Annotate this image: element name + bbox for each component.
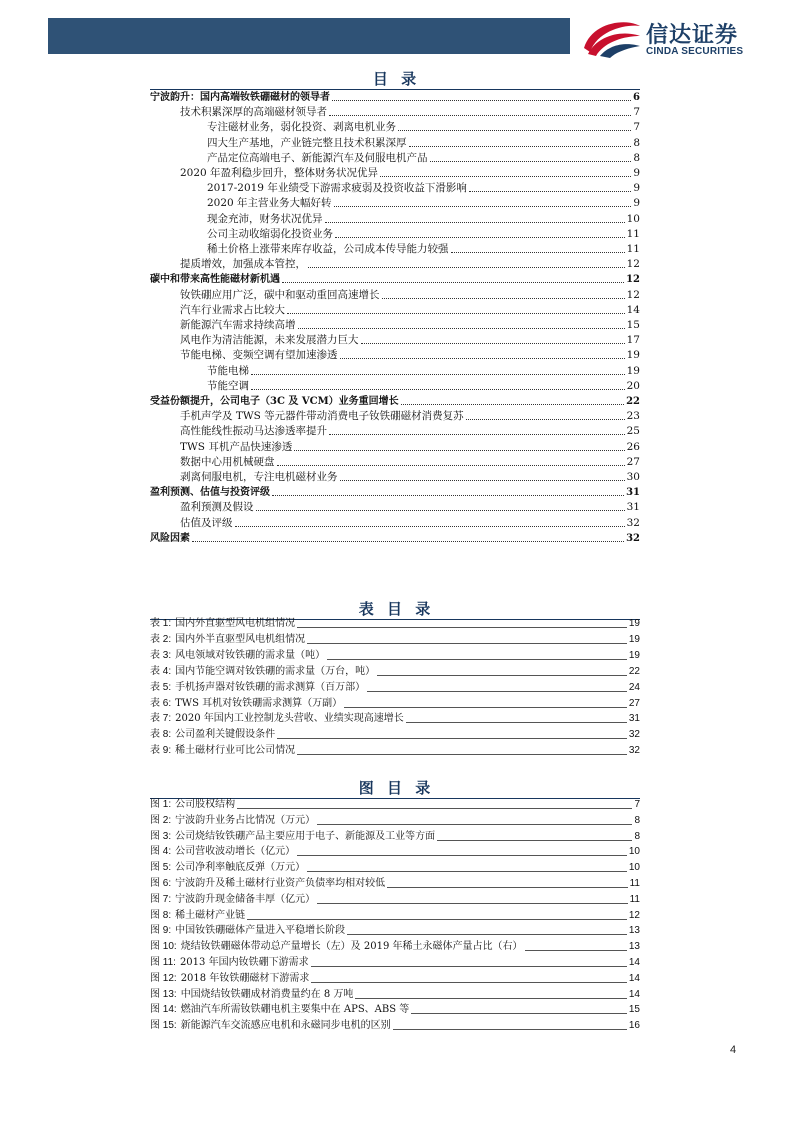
- entry-title: 国内外直驱型风电机组情况: [175, 618, 296, 629]
- entry-leader-line: [327, 659, 627, 660]
- entry-page: 10: [628, 862, 640, 874]
- toc-entry[interactable]: [180, 455, 640, 470]
- toc-entry-page: 32: [626, 516, 640, 529]
- toc-entry[interactable]: [180, 257, 640, 272]
- entry-leader-line: [311, 982, 627, 983]
- entry-leader-line: [437, 840, 632, 841]
- entry-page: 16: [628, 1020, 640, 1032]
- entry-page: 32: [628, 745, 640, 757]
- entry-label: 图 4:: [150, 846, 172, 858]
- toc-entry-page: 17: [626, 334, 640, 347]
- entry-page: 19: [628, 633, 640, 645]
- toc-entry[interactable]: [150, 272, 640, 287]
- toc-entry[interactable]: [180, 288, 640, 303]
- tables-toc-title: 表 目 录: [358, 600, 435, 618]
- toc-entry-title: 碳中和带来高性能磁材新机遇: [150, 274, 280, 286]
- entry-leader-line: [307, 871, 627, 872]
- toc-dot-leader: [469, 191, 631, 192]
- toc-entry-title: 节能电梯、变频空调有望加速渗透: [180, 349, 338, 362]
- toc-entry[interactable]: [207, 212, 640, 227]
- figure-toc-entry[interactable]: [150, 971, 640, 986]
- toc-dot-leader: [287, 313, 625, 314]
- figure-toc-entry[interactable]: [150, 939, 640, 954]
- toc-entry[interactable]: [180, 440, 640, 455]
- toc-entry-page: 15: [626, 319, 640, 331]
- entry-page: 19: [628, 649, 640, 661]
- entry-label: 表 1:: [150, 618, 172, 629]
- toc-entry-title: 公司主动收缩弱化投资业务: [207, 227, 333, 240]
- toc-entry-title: 数据中心用机械硬盘: [180, 455, 275, 468]
- toc-entry[interactable]: [180, 303, 640, 318]
- toc-dot-leader: [451, 252, 625, 253]
- toc-entry[interactable]: [150, 485, 640, 500]
- entry-page: 14: [628, 972, 640, 984]
- page-number: 4: [730, 1044, 737, 1056]
- toc-entry-page: 8: [633, 151, 640, 164]
- entry-leader-line: [317, 903, 627, 904]
- entry-title: 宁波韵升及稀土磁材行业资产负债率均相对较低: [175, 878, 386, 889]
- entry-label: 图 5:: [150, 862, 172, 874]
- cinda-logo: [582, 16, 772, 58]
- entry-label: 表 5:: [150, 681, 172, 693]
- toc-entry[interactable]: [150, 90, 640, 105]
- toc-dot-leader: [466, 419, 625, 420]
- toc-entry-title: 钕铁硼应用广泛，碳中和驱动重回高速增长: [180, 288, 380, 301]
- entry-title: 2013 年国内钕铁硼下游需求: [179, 957, 309, 968]
- toc-entry[interactable]: [207, 120, 640, 135]
- toc-dot-leader: [251, 389, 625, 390]
- toc-dot-leader: [282, 282, 624, 283]
- toc-entry-page: 19: [626, 349, 640, 362]
- toc-entry-page: 12: [626, 288, 640, 301]
- entry-title: 风电领域对钕铁硼的需求量（吨）: [175, 649, 326, 661]
- entry-label: 图 6:: [150, 878, 172, 889]
- toc-entry-page: 25: [626, 425, 640, 438]
- entry-leader-line: [393, 1029, 627, 1030]
- toc-dot-leader: [277, 465, 625, 466]
- toc-entry[interactable]: [207, 151, 640, 166]
- toc-dot-leader: [256, 510, 625, 511]
- figure-toc-entry[interactable]: [150, 844, 640, 859]
- entry-title: 公司营收波动增长（亿元）: [175, 846, 296, 858]
- toc-dot-leader: [308, 267, 625, 268]
- toc-entry-page: 11: [626, 227, 640, 240]
- entry-leader-line: [277, 738, 627, 739]
- entry-leader-line: [377, 675, 627, 676]
- entry-page: 13: [628, 925, 640, 937]
- logo-chinese-name: 信达证券: [646, 23, 739, 48]
- toc-entry-title: 提质增效，加强成本管控，: [180, 258, 306, 271]
- toc-entry-title: 2020 年盈利稳步回升，整体财务状况优异: [180, 167, 379, 179]
- entry-leader-line: [297, 855, 627, 856]
- entry-title: 公司股权结构: [175, 799, 236, 810]
- entry-title: 手机扬声器对钕铁硼的需求测算（百万部）: [175, 681, 366, 693]
- entry-title: 稀土磁材产业链: [175, 909, 246, 921]
- toc-entry-page: 22: [626, 396, 640, 407]
- entry-title: 新能源汽车交流感应电机和永磁同步电机的区别: [180, 1020, 391, 1032]
- toc-entry-page: 12: [626, 274, 640, 286]
- entry-label: 表 9:: [150, 745, 172, 757]
- toc-dot-leader: [235, 526, 625, 527]
- toc-entry-title: 新能源汽车需求持续高增: [180, 319, 296, 331]
- entry-page: 27: [628, 697, 640, 709]
- table-toc-entry[interactable]: [150, 727, 640, 742]
- header-bar: [48, 18, 570, 54]
- toc-entry[interactable]: [207, 242, 640, 257]
- figure-toc-entry[interactable]: [150, 923, 640, 938]
- entry-page: 8: [634, 830, 640, 842]
- toc-entry[interactable]: [180, 348, 640, 363]
- entry-leader-line: [297, 627, 627, 628]
- entry-leader-line: [237, 808, 632, 809]
- toc-entry-title: 风险因素: [150, 532, 190, 544]
- toc-entry-page: 6: [633, 92, 640, 103]
- toc-entry-page: 27: [626, 455, 640, 468]
- toc-entry[interactable]: [180, 470, 640, 485]
- toc-entry[interactable]: [207, 181, 640, 196]
- toc-entry-page: 23: [626, 410, 640, 423]
- figure-toc-entry[interactable]: [150, 797, 640, 812]
- entry-leader-line: [247, 919, 627, 920]
- entry-title: 燃油汽车所需钕铁硼电机主要集中在 APS、ABS 等: [180, 1004, 410, 1016]
- entry-leader-line: [387, 887, 627, 888]
- entry-leader-line: [344, 707, 627, 708]
- toc-dot-leader: [332, 100, 631, 101]
- toc-dot-leader: [192, 541, 624, 542]
- cinda-logo-emblem-icon: [582, 16, 642, 58]
- toc-entry[interactable]: [180, 166, 640, 181]
- toc-entry-title: 高性能线性振动马达渗透率提升: [180, 425, 327, 438]
- toc-entry-page: 11: [626, 243, 640, 255]
- entry-title: 宁波韵升业务占比情况（万元）: [175, 814, 316, 826]
- entry-title: 公司盈利关键假设条件: [175, 729, 276, 741]
- entry-page: 12: [628, 909, 640, 921]
- toc-entry-title: 2017-2019 年业绩受下游需求疲弱及投资收益下滑影响: [207, 182, 467, 195]
- figure-toc-entry[interactable]: [150, 876, 640, 891]
- entry-title: 宁波韵升现金储备丰厚（亿元）: [175, 893, 316, 905]
- toc-entry-title: 四大生产基地，产业链完整且技术积累深厚: [207, 136, 407, 149]
- figure-toc-entry[interactable]: [150, 1002, 640, 1017]
- toc-entry-page: 30: [626, 471, 640, 483]
- toc-entry-page: 9: [633, 167, 640, 179]
- toc-entry-title: 2020 年主营业务大幅好转: [207, 197, 332, 210]
- toc-entry-title: 盈利预测、估值与投资评级: [150, 487, 270, 499]
- entry-label: 图 14:: [150, 1004, 177, 1016]
- figure-toc-entry[interactable]: [150, 1018, 640, 1033]
- entry-leader-line: [525, 950, 627, 951]
- entry-leader-line: [406, 722, 627, 723]
- figures-toc-title: 图 目 录: [358, 779, 435, 797]
- toc-entry-title: 节能电梯: [207, 364, 249, 377]
- toc-entry-page: 14: [626, 303, 640, 316]
- entry-page: 14: [628, 988, 640, 1000]
- table-toc-entry[interactable]: [150, 696, 640, 711]
- toc-dot-leader: [335, 237, 625, 238]
- toc-entry-title: 风电作为清洁能源，未来发展潜力巨大: [180, 334, 359, 347]
- entry-label: 图 10:: [150, 941, 177, 953]
- toc-entry[interactable]: [180, 318, 640, 333]
- toc-entry-page: 20: [626, 379, 640, 392]
- entry-label: 图 2:: [150, 814, 172, 826]
- toc-entry-title: 盈利预测及假设: [180, 501, 254, 514]
- entry-leader-line: [317, 824, 632, 825]
- toc-entry-title: 手机声学及 TWS 等元器件带动消费电子钕铁硼磁材消费复苏: [180, 410, 464, 423]
- toc-dot-leader: [340, 480, 625, 481]
- toc-dot-leader: [380, 176, 631, 177]
- entry-title: 公司净利率触底反弹（万元）: [175, 862, 306, 874]
- entry-title: 中国钕铁硼磁体产量进入平稳增长阶段: [175, 925, 346, 937]
- toc-entry[interactable]: [180, 409, 640, 424]
- entry-leader-line: [297, 754, 627, 755]
- toc-dot-leader: [430, 161, 632, 162]
- toc-entry[interactable]: [207, 196, 640, 211]
- toc-dot-leader: [409, 146, 632, 147]
- entry-leader-line: [347, 934, 627, 935]
- toc-entry[interactable]: [180, 333, 640, 348]
- toc-entry-page: 7: [633, 106, 640, 119]
- toc-dot-leader: [294, 450, 624, 451]
- entry-leader-line: [307, 643, 627, 644]
- entry-label: 图 13:: [150, 988, 177, 1000]
- toc-entry[interactable]: [180, 424, 640, 439]
- table-toc-entry[interactable]: [150, 664, 640, 679]
- entry-page: 24: [628, 681, 640, 693]
- table-toc-entry[interactable]: [150, 680, 640, 695]
- toc-dot-leader: [329, 434, 625, 435]
- toc-entry-title: TWS 耳机产品快速渗透: [180, 440, 293, 453]
- toc-dot-leader: [334, 206, 632, 207]
- entry-label: 图 11:: [150, 957, 176, 968]
- entry-leader-line: [355, 998, 626, 999]
- entry-label: 图 12:: [150, 972, 177, 984]
- entry-page: 22: [628, 665, 640, 677]
- toc-entry-page: 31: [626, 487, 640, 499]
- entry-label: 图 9:: [150, 925, 172, 937]
- toc-entry-title: 受益份额提升，公司电子（3C 及 VCM）业务重回增长: [150, 396, 399, 407]
- toc-entry-title: 宁波韵升：国内高端钕铁硼磁材的领导者: [150, 92, 330, 103]
- toc-dot-leader: [340, 358, 625, 359]
- table-toc-entry[interactable]: [150, 743, 640, 758]
- entry-leader-line: [311, 966, 627, 967]
- figure-toc-entry[interactable]: [150, 813, 640, 828]
- toc-entry[interactable]: [207, 364, 640, 379]
- figure-toc-entry[interactable]: [150, 829, 640, 844]
- toc-entry[interactable]: [150, 394, 640, 409]
- entry-leader-line: [367, 691, 627, 692]
- entry-title: 烧结钕铁硼磁体带动总产量增长（左）及 2019 年稀土永磁体产量占比（右）: [180, 941, 523, 953]
- entry-page: 15: [628, 1004, 640, 1016]
- toc-entry[interactable]: [150, 531, 640, 546]
- toc-dot-leader: [272, 495, 624, 496]
- table-toc-entry[interactable]: [150, 616, 640, 631]
- figure-toc-entry[interactable]: [150, 955, 640, 970]
- entry-page: 31: [628, 713, 640, 725]
- toc-entry-title: 估值及评级: [180, 516, 233, 529]
- entry-page: 19: [628, 618, 640, 629]
- entry-title: 2020 年国内工业控制龙头营收、业绩实现高速增长: [175, 713, 404, 725]
- toc-entry[interactable]: [180, 105, 640, 120]
- toc-entry-page: 19: [626, 364, 640, 377]
- logo-english-name: CINDA SECURITIES: [646, 46, 744, 57]
- toc-entry-page: 26: [626, 440, 640, 453]
- toc-entry-title: 产品定位高端电子、新能源汽车及伺服电机产品: [207, 151, 428, 164]
- entry-title: 国内外半直驱型风电机组情况: [175, 633, 306, 645]
- entry-page: 8: [634, 814, 640, 826]
- toc-entry-page: 9: [633, 197, 640, 210]
- figure-toc-entry[interactable]: [150, 860, 640, 875]
- toc-entry-page: 7: [633, 121, 640, 134]
- toc-entry[interactable]: [180, 516, 640, 531]
- toc-entry-page: 8: [633, 136, 640, 149]
- toc-dot-leader: [401, 404, 624, 405]
- entry-page: 7: [634, 799, 640, 810]
- toc-entry-page: 9: [633, 182, 640, 195]
- toc-entry-title: 剥离伺服电机，专注电机磁材业务: [180, 471, 338, 483]
- toc-entry-page: 10: [626, 212, 640, 225]
- entry-label: 表 2:: [150, 633, 172, 645]
- table-toc-entry[interactable]: [150, 632, 640, 647]
- entry-label: 图 3:: [150, 830, 172, 842]
- entry-label: 表 4:: [150, 665, 172, 677]
- table-toc-entry[interactable]: [150, 648, 640, 663]
- entry-page: 11: [629, 893, 640, 905]
- entry-page: 32: [628, 729, 640, 741]
- figure-toc-entry[interactable]: [150, 987, 640, 1002]
- toc-dot-leader: [382, 298, 625, 299]
- entry-page: 11: [629, 878, 640, 889]
- toc-dot-leader: [325, 222, 625, 223]
- entry-label: 表 7:: [150, 713, 172, 725]
- entry-title: 稀土磁材行业可比公司情况: [175, 745, 296, 757]
- toc-entry[interactable]: [207, 379, 640, 394]
- entry-label: 图 1:: [150, 799, 172, 810]
- toc-entry-page: 31: [626, 501, 640, 514]
- toc-dot-leader: [398, 130, 631, 131]
- toc-dot-leader: [329, 115, 631, 116]
- entry-title: 公司烧结钕铁硼产品主要应用于电子、新能源及工业等方面: [175, 830, 436, 842]
- toc-entry-title: 技术积累深厚的高端磁材领导者: [180, 106, 327, 119]
- entry-page: 10: [628, 846, 640, 858]
- toc-entry[interactable]: [207, 227, 640, 242]
- toc-entry-title: 汽车行业需求占比较大: [180, 303, 285, 316]
- toc-dot-leader: [361, 343, 625, 344]
- toc-dot-leader: [251, 374, 625, 375]
- entry-label: 表 6:: [150, 697, 172, 709]
- toc-entry-title: 现金充沛，财务状况优异: [207, 212, 323, 225]
- figure-toc-entry[interactable]: [150, 908, 640, 923]
- entry-label: 图 15:: [150, 1020, 177, 1032]
- toc-title: 目 录: [372, 70, 421, 88]
- entry-page: 13: [628, 941, 640, 953]
- toc-entry-title: 节能空调: [207, 379, 249, 392]
- entry-title: TWS 耳机对钕铁硼需求测算（万副）: [175, 697, 343, 709]
- entry-label: 图 7:: [150, 893, 172, 905]
- toc-entry-page: 12: [626, 258, 640, 271]
- entry-title: 2018 年钕铁硼磁材下游需求: [180, 972, 310, 984]
- toc-dot-leader: [298, 328, 625, 329]
- toc-entry[interactable]: [180, 500, 640, 515]
- figure-toc-entry[interactable]: [150, 892, 640, 907]
- entry-title: 中国烧结钕铁硼成材消费量约在 8 万吨: [180, 988, 354, 1000]
- entry-leader-line: [411, 1013, 627, 1014]
- entry-label: 表 8:: [150, 729, 172, 741]
- toc-entry-title: 专注磁材业务，弱化投资、剥离电机业务: [207, 121, 396, 134]
- entry-page: 14: [628, 957, 640, 968]
- entry-title: 国内节能空调对钕铁硼的需求量（万台，吨）: [175, 665, 376, 677]
- toc-entry-title: 稀土价格上涨带来库存收益，公司成本传导能力较强: [207, 243, 449, 255]
- table-toc-entry[interactable]: [150, 711, 640, 726]
- toc-entry[interactable]: [207, 136, 640, 151]
- entry-label: 图 8:: [150, 909, 172, 921]
- entry-label: 表 3:: [150, 649, 172, 661]
- toc-entry-page: 32: [626, 532, 640, 544]
